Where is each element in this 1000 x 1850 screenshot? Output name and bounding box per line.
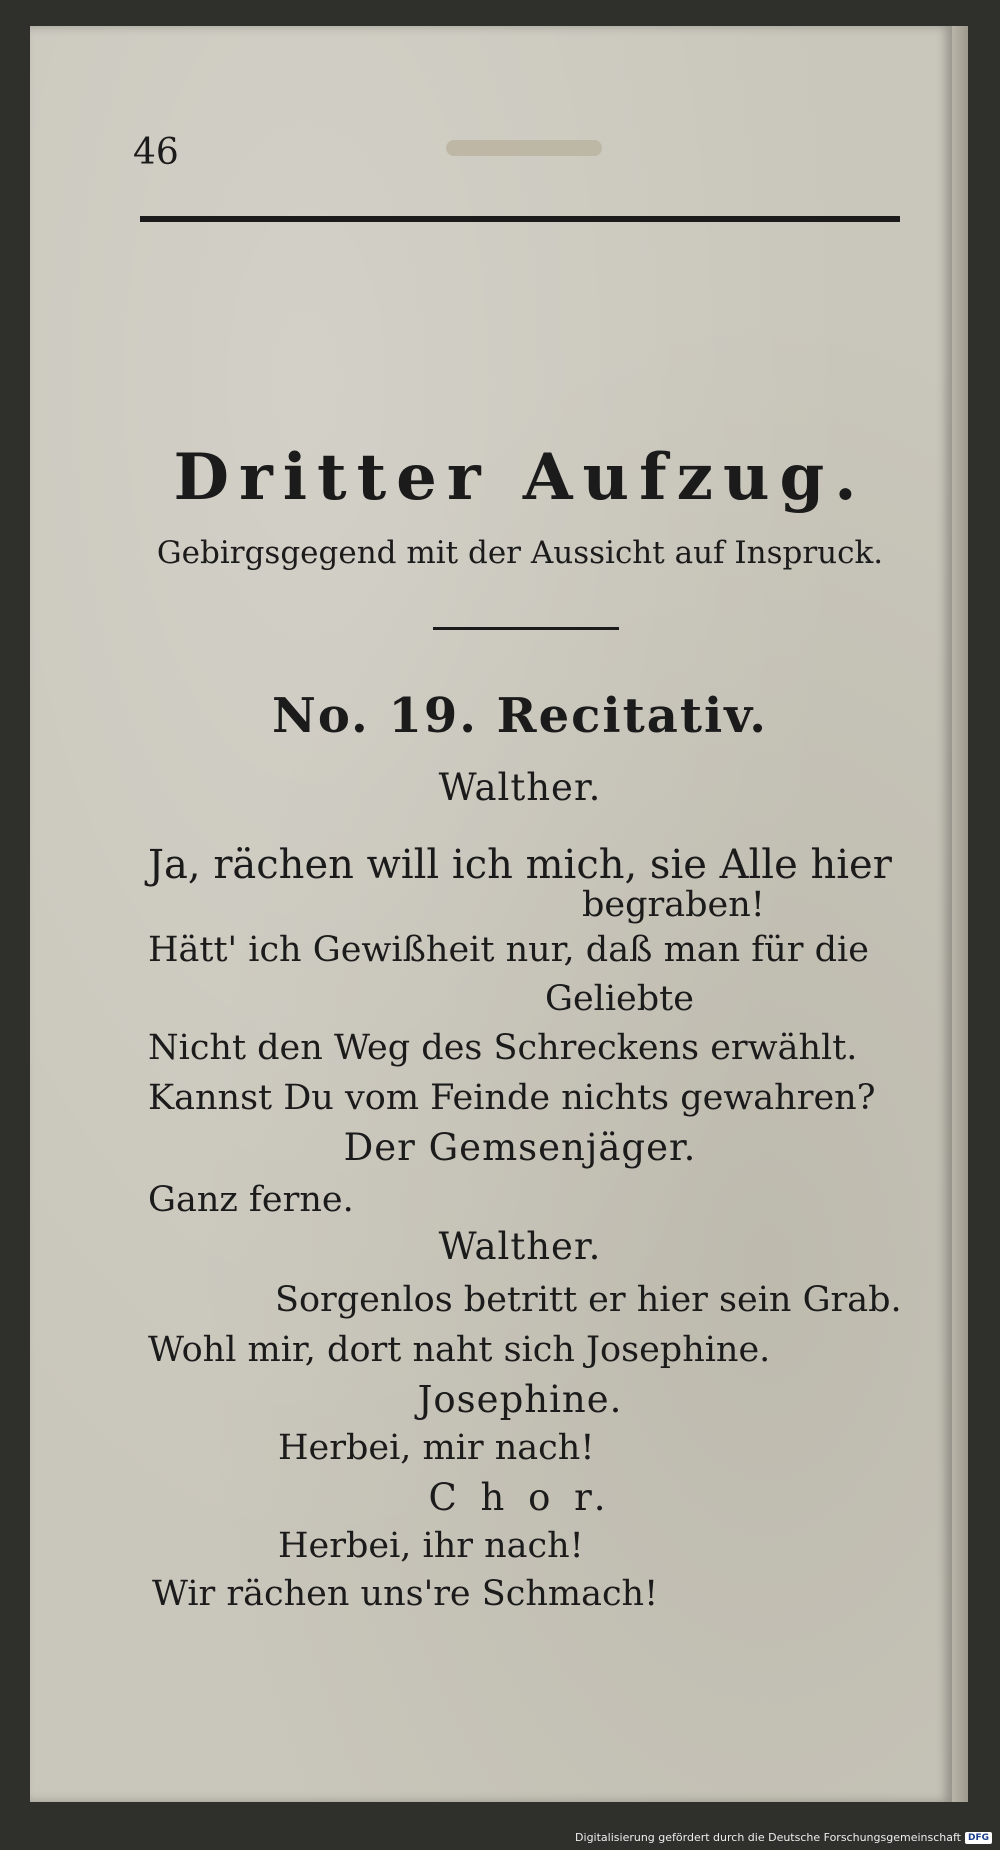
verse-line: Hätt' ich Gewißheit nur, daß man für die (148, 930, 869, 970)
verse-line: Wir rächen uns're Schmach! (152, 1574, 659, 1614)
act-title: Dritter Aufzug. (173, 440, 867, 515)
dfg-logo-icon: DFG (965, 1832, 992, 1844)
scene-description: Gebirgsgegend mit der Aussicht auf Inspruck. (156, 535, 884, 571)
verse-line: Wohl mir, dort naht sich Josephine. (148, 1330, 771, 1370)
page-edge (952, 26, 968, 1802)
digitization-credit (575, 1831, 992, 1844)
header-rule (140, 216, 900, 222)
section-divider (433, 627, 619, 630)
speaker-label: C h o r. (428, 1476, 612, 1519)
speaker-label: Walther. (438, 766, 602, 809)
verse-line: Ja, rächen will ich mich, sie Alle hier (148, 842, 892, 888)
speaker-label: Josephine. (417, 1378, 623, 1421)
speaker-label: Walther. (438, 1225, 602, 1268)
verse-line: Kannst Du vom Feinde nichts gewahren? (148, 1078, 876, 1118)
verse-line: Nicht den Weg des Schreckens erwählt. (148, 1028, 858, 1068)
verse-line: Herbei, mir nach! (278, 1428, 595, 1468)
verse-line: begraben! (582, 885, 765, 925)
page-number: 46 (133, 132, 179, 173)
number-title: No. 19. Recitativ. (271, 688, 769, 744)
verse-line: Herbei, ihr nach! (278, 1526, 584, 1566)
credit-text: Digitalisierung gefördert durch die Deutsche Forschungsgemeinschaft (575, 1831, 961, 1844)
speaker-label: Der Gemsenjäger. (343, 1126, 697, 1169)
verse-line: Ganz ferne. (148, 1180, 354, 1220)
paper-smudge (446, 140, 602, 156)
verse-line: Geliebte (545, 979, 694, 1019)
verse-line: Sorgenlos betritt er hier sein Grab. (275, 1280, 902, 1320)
